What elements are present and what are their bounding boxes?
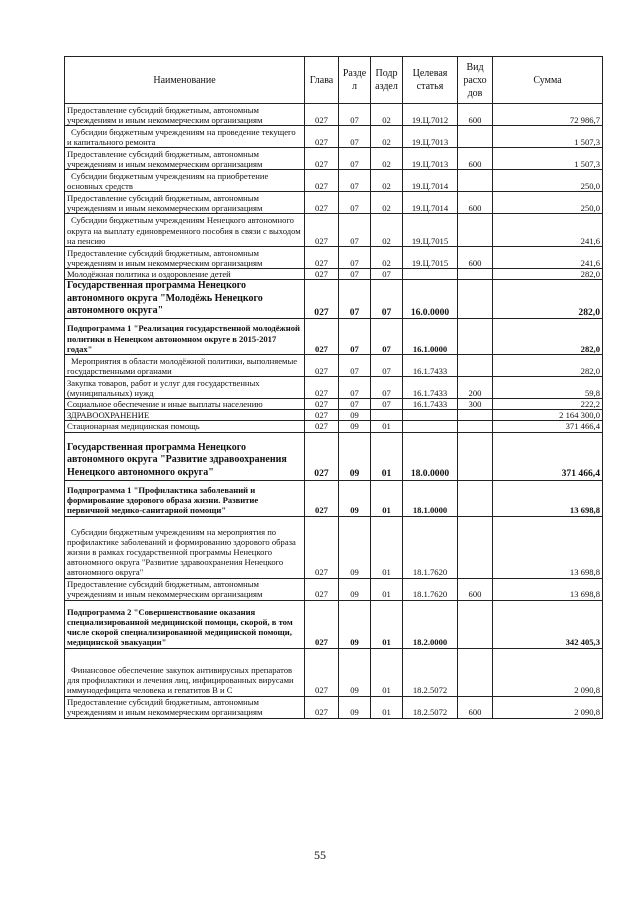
cell-vid [458, 480, 493, 516]
cell-statya: 16.1.7433 [403, 398, 458, 409]
cell-razdel: 07 [339, 398, 371, 409]
table-row [65, 126, 603, 148]
cell-razdel: 07 [339, 170, 371, 192]
cell-name: Предоставление субсидий бюджетным, автономным учреждениям и иным некоммерческим организациям [65, 696, 305, 718]
cell-glava: 027 [305, 516, 339, 578]
cell-statya: 18.1.7620 [403, 516, 458, 578]
cell-glava: 027 [305, 104, 339, 126]
cell-statya [403, 269, 458, 280]
header-glava: Глава [305, 57, 339, 104]
cell-podrazdel: 01 [371, 600, 403, 648]
cell-glava: 027 [305, 376, 339, 398]
cell-glava: 027 [305, 398, 339, 409]
cell-razdel: 09 [339, 421, 371, 432]
cell-vid [458, 516, 493, 578]
cell-statya: 16.0.0000 [403, 280, 458, 319]
cell-glava: 027 [305, 170, 339, 192]
cell-vid [458, 600, 493, 648]
cell-podrazdel: 01 [371, 578, 403, 600]
cell-summa: 1 507,3 [493, 126, 603, 148]
cell-glava: 027 [305, 269, 339, 280]
cell-glava: 027 [305, 410, 339, 421]
cell-razdel: 09 [339, 648, 371, 696]
cell-statya: 19.Ц.7013 [403, 126, 458, 148]
cell-name: Субсидии бюджетным учреждениям на проведение текущего и капитального ремонта [65, 126, 305, 148]
cell-name: ЗДРАВООХРАНЕНИЕ [65, 410, 305, 421]
cell-statya: 19.Ц.7014 [403, 192, 458, 214]
table-row [65, 398, 603, 409]
cell-podrazdel: 01 [371, 648, 403, 696]
cell-podrazdel: 02 [371, 104, 403, 126]
cell-podrazdel: 01 [371, 421, 403, 432]
header-row [65, 57, 603, 104]
cell-podrazdel: 07 [371, 376, 403, 398]
cell-vid [458, 421, 493, 432]
cell-summa: 1 507,3 [493, 148, 603, 170]
cell-summa: 13 698,8 [493, 480, 603, 516]
cell-podrazdel: 01 [371, 432, 403, 480]
header-vid: Вид расхо дов [458, 57, 493, 104]
cell-summa: 13 698,8 [493, 578, 603, 600]
cell-razdel: 07 [339, 318, 371, 354]
table-row [65, 410, 603, 421]
cell-vid: 600 [458, 696, 493, 718]
cell-glava: 027 [305, 354, 339, 376]
cell-vid [458, 170, 493, 192]
cell-statya: 18.2.0000 [403, 600, 458, 648]
table-row [65, 648, 603, 696]
table-row [65, 269, 603, 280]
cell-vid: 300 [458, 398, 493, 409]
cell-podrazdel: 02 [371, 247, 403, 269]
cell-statya: 18.0.0000 [403, 432, 458, 480]
cell-razdel: 07 [339, 354, 371, 376]
cell-name: Подпрограмма 2 "Совершенствование оказания специализированной медицинской помощи, скорой, в том числе скорой специализированной медицинской помощи, медицинской эвакуации" [65, 600, 305, 648]
cell-vid: 600 [458, 247, 493, 269]
cell-name: Закупка товаров, работ и услуг для государственных (муниципальных) нужд [65, 376, 305, 398]
cell-razdel: 09 [339, 600, 371, 648]
cell-podrazdel: 02 [371, 214, 403, 247]
table-row [65, 247, 603, 269]
cell-vid [458, 280, 493, 319]
cell-glava: 027 [305, 280, 339, 319]
cell-razdel: 07 [339, 104, 371, 126]
cell-name: Субсидии бюджетным учреждениям на приобретение основных средств [65, 170, 305, 192]
cell-podrazdel: 07 [371, 398, 403, 409]
header-name: Наименование [65, 57, 305, 104]
cell-name: Государственная программа Ненецкого автономного округа "Развитие здравоохранения Ненецкого автономного округа" [65, 432, 305, 480]
cell-glava: 027 [305, 247, 339, 269]
table-row [65, 214, 603, 247]
header-statya: Целевая статья [403, 57, 458, 104]
cell-statya [403, 410, 458, 421]
cell-statya: 18.1.7620 [403, 578, 458, 600]
cell-podrazdel: 01 [371, 516, 403, 578]
header-summa: Сумма [493, 57, 603, 104]
cell-statya: 19.Ц.7012 [403, 104, 458, 126]
budget-table [64, 56, 603, 719]
cell-name: Подпрограмма 1 "Профилактика заболеваний и формирование здорового образа жизни. Развитие первичной медико-санитарной помощи" [65, 480, 305, 516]
cell-razdel: 09 [339, 410, 371, 421]
cell-statya: 19.Ц.7013 [403, 148, 458, 170]
table-row [65, 280, 603, 319]
cell-summa: 250,0 [493, 192, 603, 214]
cell-razdel: 07 [339, 148, 371, 170]
cell-razdel: 07 [339, 269, 371, 280]
cell-vid [458, 269, 493, 280]
cell-summa: 342 405,3 [493, 600, 603, 648]
table-row [65, 192, 603, 214]
cell-summa: 2 090,8 [493, 648, 603, 696]
cell-podrazdel: 02 [371, 192, 403, 214]
cell-razdel: 09 [339, 516, 371, 578]
cell-name: Субсидии бюджетным учреждениям Ненецкого автономного округа на выплату единовременного пособия в связи с выходом на пенсию [65, 214, 305, 247]
cell-podrazdel [371, 410, 403, 421]
cell-razdel: 07 [339, 280, 371, 319]
table-row [65, 376, 603, 398]
cell-glava: 027 [305, 578, 339, 600]
cell-podrazdel: 02 [371, 170, 403, 192]
cell-vid [458, 432, 493, 480]
cell-glava: 027 [305, 148, 339, 170]
cell-podrazdel: 07 [371, 280, 403, 319]
cell-statya: 16.1.7433 [403, 354, 458, 376]
cell-name: Предоставление субсидий бюджетным, автономным учреждениям и иным некоммерческим организациям [65, 578, 305, 600]
cell-vid: 600 [458, 104, 493, 126]
cell-vid: 200 [458, 376, 493, 398]
cell-name: Предоставление субсидий бюджетным, автономным учреждениям и иным некоммерческим организациям [65, 192, 305, 214]
table-row [65, 170, 603, 192]
cell-vid: 600 [458, 148, 493, 170]
cell-vid [458, 648, 493, 696]
table-row [65, 600, 603, 648]
cell-statya: 18.2.5072 [403, 648, 458, 696]
cell-glava: 027 [305, 600, 339, 648]
cell-summa: 282,0 [493, 318, 603, 354]
cell-glava: 027 [305, 192, 339, 214]
cell-name: Предоставление субсидий бюджетным, автономным учреждениям и иным некоммерческим организациям [65, 104, 305, 126]
table-row [65, 421, 603, 432]
cell-glava: 027 [305, 696, 339, 718]
cell-glava: 027 [305, 432, 339, 480]
cell-summa: 282,0 [493, 280, 603, 319]
cell-statya: 19.Ц.7015 [403, 214, 458, 247]
cell-vid [458, 214, 493, 247]
cell-statya: 19.Ц.7015 [403, 247, 458, 269]
cell-podrazdel: 07 [371, 354, 403, 376]
cell-razdel: 07 [339, 192, 371, 214]
cell-summa: 371 466,4 [493, 421, 603, 432]
cell-vid: 600 [458, 578, 493, 600]
cell-summa: 2 090,8 [493, 696, 603, 718]
cell-statya: 19.Ц.7014 [403, 170, 458, 192]
table-row [65, 318, 603, 354]
cell-vid: 600 [458, 192, 493, 214]
page-number: 55 [314, 848, 326, 862]
cell-name: Социальное обеспечение и иные выплаты населению [65, 398, 305, 409]
cell-vid [458, 126, 493, 148]
cell-statya [403, 421, 458, 432]
cell-statya: 16.1.7433 [403, 376, 458, 398]
cell-razdel: 09 [339, 480, 371, 516]
header-podrazdel: Подр аздел [371, 57, 403, 104]
table-row [65, 432, 603, 480]
cell-summa: 59,8 [493, 376, 603, 398]
cell-podrazdel: 01 [371, 696, 403, 718]
cell-glava: 027 [305, 421, 339, 432]
cell-vid [458, 410, 493, 421]
cell-summa: 222,2 [493, 398, 603, 409]
cell-vid [458, 354, 493, 376]
cell-summa: 241,6 [493, 247, 603, 269]
table-row [65, 354, 603, 376]
cell-statya: 16.1.0000 [403, 318, 458, 354]
cell-name: Субсидии бюджетным учреждениям на мероприятия по профилактике заболеваний и формированию здорового образа жизни в рамках государственной программы Ненецкого автономного округа "Развитие здравоохранения Ненецкого автономного округа" [65, 516, 305, 578]
cell-summa: 282,0 [493, 354, 603, 376]
cell-glava: 027 [305, 648, 339, 696]
cell-name: Стационарная медицинская помощь [65, 421, 305, 432]
cell-summa: 2 164 300,0 [493, 410, 603, 421]
cell-name: Подпрограмма 1 "Реализация государственной молодёжной политики в Ненецком автономном округе в 2015-2017 годах" [65, 318, 305, 354]
cell-summa: 371 466,4 [493, 432, 603, 480]
cell-name: Государственная программа Ненецкого автономного округа "Молодёжь Ненецкого автономного округа" [65, 280, 305, 319]
cell-glava: 027 [305, 480, 339, 516]
cell-statya: 18.1.0000 [403, 480, 458, 516]
cell-razdel: 07 [339, 247, 371, 269]
table-row [65, 148, 603, 170]
cell-razdel: 09 [339, 432, 371, 480]
table-row [65, 578, 603, 600]
cell-razdel: 07 [339, 126, 371, 148]
cell-name: Мероприятия в области молодёжной политики, выполняемые государственными органами [65, 354, 305, 376]
cell-podrazdel: 07 [371, 318, 403, 354]
cell-podrazdel: 02 [371, 126, 403, 148]
cell-glava: 027 [305, 214, 339, 247]
cell-glava: 027 [305, 126, 339, 148]
table-row [65, 480, 603, 516]
header-razdel: Разде л [339, 57, 371, 104]
cell-name: Финансовое обеспечение закупок антивирусных препаратов для профилактики и лечения лиц, инфицированных вирусами иммунодефицита человека и гепатитов В и С [65, 648, 305, 696]
cell-razdel: 09 [339, 696, 371, 718]
table-row [65, 104, 603, 126]
cell-name: Предоставление субсидий бюджетным, автономным учреждениям и иным некоммерческим организациям [65, 247, 305, 269]
cell-summa: 241,6 [493, 214, 603, 247]
cell-summa: 72 986,7 [493, 104, 603, 126]
cell-summa: 282,0 [493, 269, 603, 280]
cell-name: Молодёжная политика и оздоровление детей [65, 269, 305, 280]
cell-vid [458, 318, 493, 354]
cell-name: Предоставление субсидий бюджетным, автономным учреждениям и иным некоммерческим организациям [65, 148, 305, 170]
cell-razdel: 07 [339, 376, 371, 398]
cell-razdel: 09 [339, 578, 371, 600]
cell-razdel: 07 [339, 214, 371, 247]
cell-statya: 18.2.5072 [403, 696, 458, 718]
cell-summa: 250,0 [493, 170, 603, 192]
cell-podrazdel: 02 [371, 148, 403, 170]
cell-podrazdel: 01 [371, 480, 403, 516]
cell-summa: 13 698,8 [493, 516, 603, 578]
cell-podrazdel: 07 [371, 269, 403, 280]
table-row [65, 696, 603, 718]
table-row [65, 516, 603, 578]
cell-glava: 027 [305, 318, 339, 354]
